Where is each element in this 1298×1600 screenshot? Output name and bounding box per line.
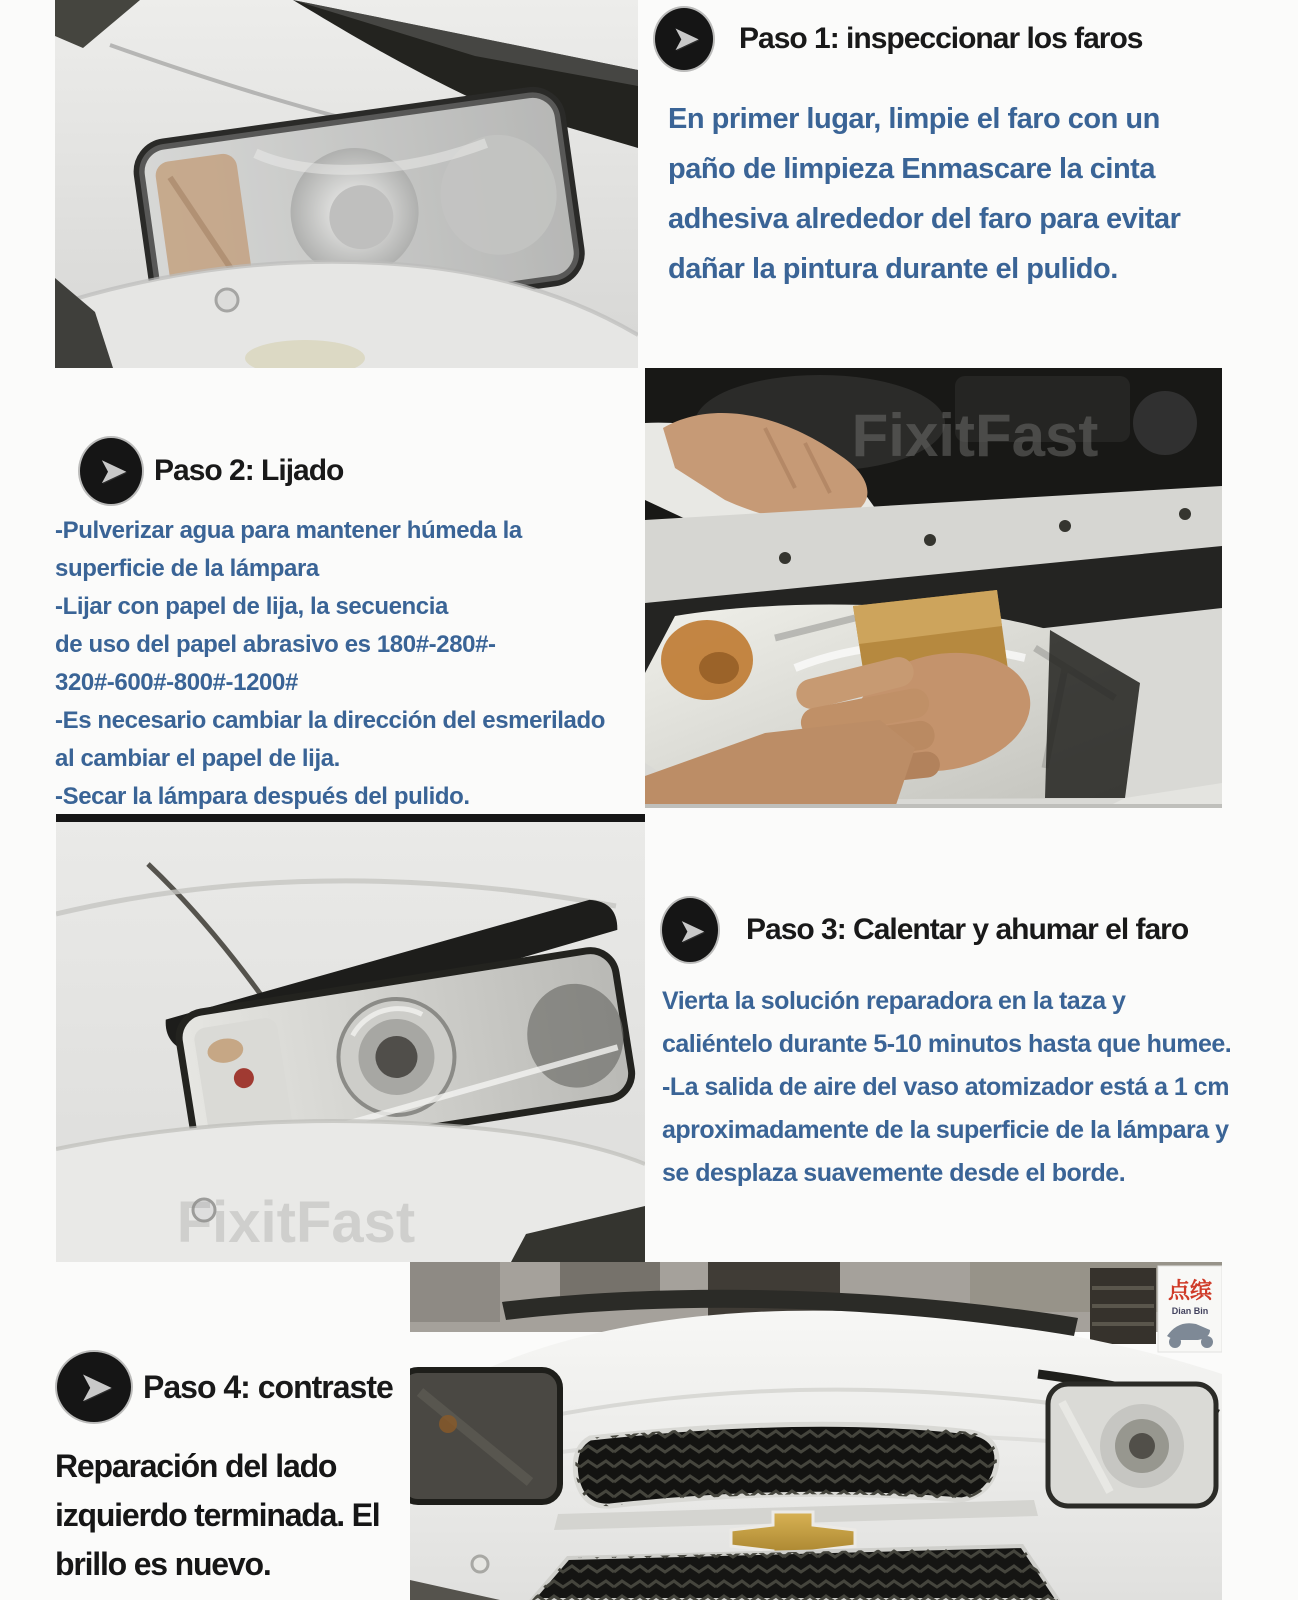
photo-before-foggy-headlight	[55, 0, 638, 368]
step-2-line: -Lijar con papel de lija, la secuencia	[55, 593, 448, 620]
photo-result-car-front	[410, 1262, 1222, 1600]
step-1-line: dañar la pintura durante el pulido.	[668, 253, 1118, 285]
step-1-line: paño de limpieza Enmascare la cinta	[668, 153, 1155, 185]
car-front-scene	[410, 1262, 1222, 1600]
play-arrow-icon	[655, 8, 713, 70]
step-3-line: aproximadamente de la superficie de la lámpara y	[662, 1116, 1229, 1144]
step-3-header	[645, 898, 1298, 962]
parking-sensor	[472, 1556, 488, 1572]
arrow-icon: ➤	[678, 911, 706, 949]
step-1-body	[648, 94, 1293, 294]
step-1-title: Paso 1: inspeccionar los faros	[739, 22, 1143, 55]
step-2-header	[55, 438, 647, 504]
step-3-block	[645, 898, 1298, 1195]
step-2-block	[55, 438, 647, 816]
upper-grille	[575, 1424, 997, 1506]
dianbin-logo-card	[1158, 1266, 1222, 1352]
parking-sensor	[216, 289, 238, 311]
step-2-line: -Pulverizar agua para mantener húmeda la	[55, 517, 522, 544]
step-1-header	[648, 8, 1293, 70]
play-arrow-icon	[662, 898, 718, 962]
step-2-line: -Es necesario cambiar la dirección del esmerilado	[55, 707, 605, 734]
step-2-title: Paso 2: Lijado	[154, 454, 344, 487]
step-4-body	[55, 1442, 435, 1589]
step-3-title: Paso 3: Calentar y ahumar el faro	[746, 913, 1189, 946]
step-2-line: -Secar la lámpara después del pulido.	[55, 783, 470, 810]
logo-latin-text: Dian Bin	[1171, 1306, 1209, 1316]
step-2-line: 320#-600#-800#-1200#	[55, 669, 298, 696]
step-4-line: izquierdo terminada. El	[55, 1497, 380, 1533]
step-1-line: adhesiva alrededor del faro para evitar	[668, 203, 1181, 235]
step-2-line: superficie de la lámpara	[55, 555, 319, 582]
watermark-text: FixitFast	[851, 402, 1099, 469]
arrow-icon: ➤	[78, 1363, 114, 1410]
play-arrow-icon	[80, 438, 142, 504]
step-3-body	[645, 980, 1298, 1195]
play-arrow-icon	[57, 1352, 131, 1422]
step-2-line: de uso del papel abrasivo es 180#-280#-	[55, 631, 496, 658]
photo-after-clear-headlight	[56, 814, 645, 1262]
arrow-icon: ➤	[671, 20, 701, 58]
step-4-header	[55, 1352, 435, 1422]
step-2-body	[55, 512, 647, 816]
right-headlight-clear	[1038, 1374, 1218, 1506]
step-4-block	[55, 1352, 435, 1589]
foggy-headlight-scene	[55, 0, 638, 368]
watermark-text: FixitFast	[176, 1190, 416, 1255]
step-3-line: -La salida de aire del vaso atomizador está a 1 cm	[662, 1073, 1229, 1101]
sanding-scene	[645, 368, 1222, 808]
step-3-line: se desplaza suavemente desde el borde.	[662, 1159, 1126, 1187]
step-3-line: Vierta la solución reparadora en la taza y	[662, 987, 1126, 1015]
step-4-line: brillo es nuevo.	[55, 1546, 271, 1582]
logo-chinese-text: 点缤	[1167, 1278, 1213, 1303]
clear-headlight-scene	[56, 814, 645, 1262]
step-1-line: En primer lugar, limpie el faro con un	[668, 103, 1160, 135]
step-3-line: caliéntelo durante 5-10 minutos hasta que humee.	[662, 1030, 1232, 1058]
photo-sanding-headlight	[645, 368, 1222, 808]
step-1-block	[648, 8, 1293, 294]
step-2-line: al cambiar el papel de lija.	[55, 745, 340, 772]
step-4-line: Reparación del lado	[55, 1448, 337, 1484]
step-4-title: Paso 4: contraste	[143, 1368, 393, 1405]
arrow-icon: ➤	[97, 450, 129, 491]
